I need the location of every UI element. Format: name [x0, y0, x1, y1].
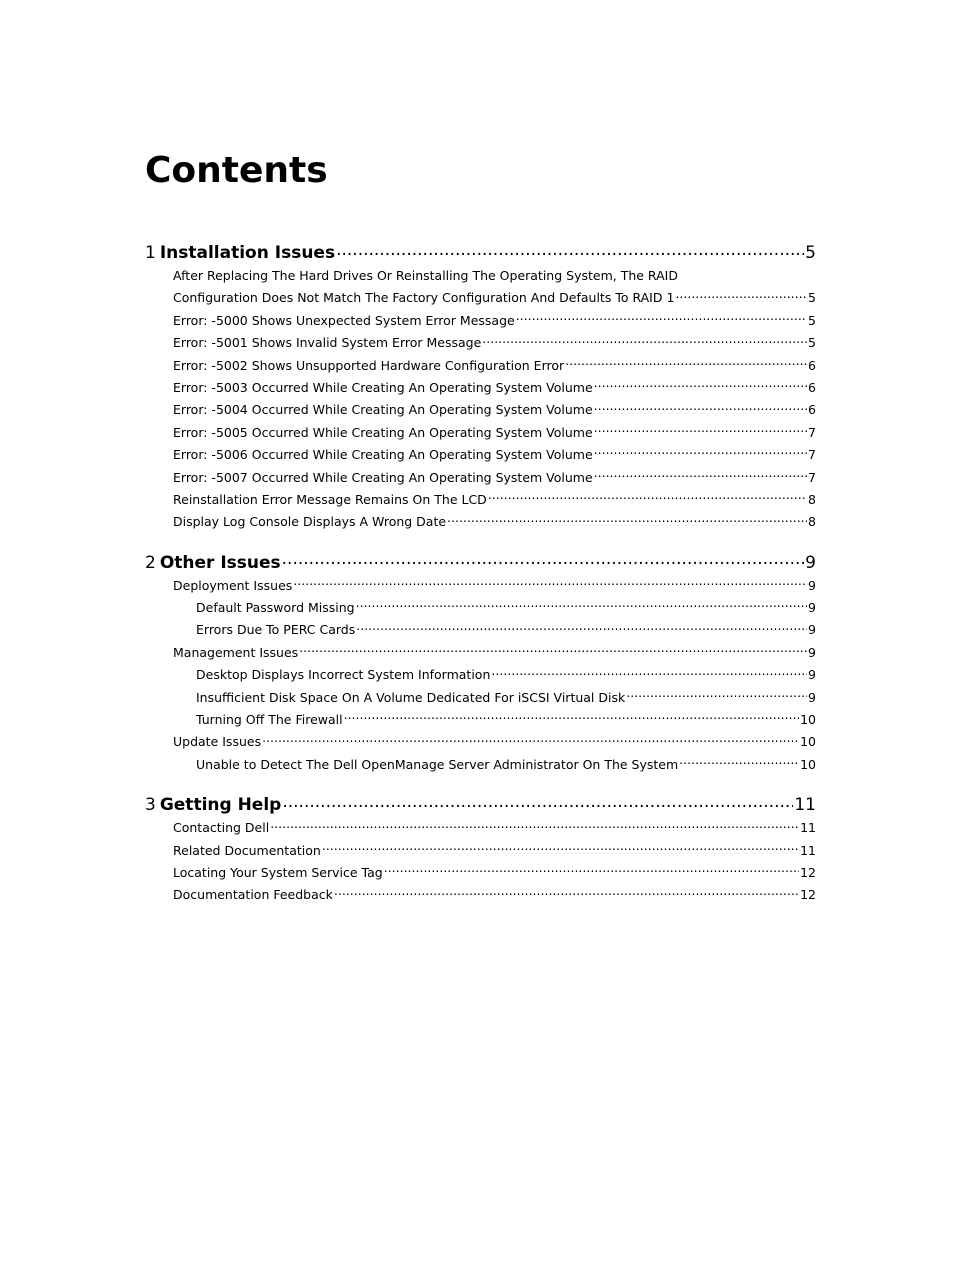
- dot-leader: [334, 887, 799, 900]
- dot-leader: [322, 842, 799, 855]
- dot-leader: [626, 689, 807, 702]
- page-number: 10: [800, 756, 816, 772]
- toc-subentry[interactable]: [145, 619, 816, 641]
- toc-entry[interactable]: [145, 731, 816, 753]
- toc-entry-label: Error: -5005 Occurred While Creating An Operating System Volume: [173, 424, 593, 440]
- toc-subentry[interactable]: [145, 664, 816, 686]
- toc-entry-label: Desktop Displays Incorrect System Information: [196, 667, 491, 683]
- chapter-number: 2: [145, 552, 156, 573]
- toc-subentry[interactable]: [145, 754, 816, 776]
- toc-entry-label: Error: -5007 Occurred While Creating An Operating System Volume: [173, 469, 593, 485]
- toc-entry[interactable]: [145, 575, 816, 597]
- toc-entry[interactable]: [145, 422, 816, 444]
- page-number: 5: [808, 312, 816, 328]
- page-number: 9: [808, 644, 816, 660]
- toc-entry-label: Errors Due To PERC Cards: [196, 622, 356, 638]
- page-number: 9: [808, 622, 816, 638]
- toc-entry[interactable]: [145, 332, 816, 354]
- page-number: 5: [808, 335, 816, 351]
- toc-entry[interactable]: [145, 310, 816, 332]
- page-number: 9: [808, 667, 816, 683]
- page-number: 9: [808, 577, 816, 593]
- toc-entry[interactable]: [145, 377, 816, 399]
- toc-entry-label: Related Documentation: [173, 842, 321, 858]
- toc-chapter-2: [145, 551, 816, 777]
- page-number: 6: [808, 379, 816, 395]
- page-number: 8: [808, 514, 816, 530]
- chapter-title: Getting Help: [159, 795, 282, 816]
- dot-leader: [293, 577, 807, 590]
- toc-entry-label: Unable to Detect The Dell OpenManage Server Administrator On The System: [196, 756, 679, 772]
- dot-leader: [384, 864, 799, 877]
- page-number: 7: [808, 469, 816, 485]
- dot-leader: [594, 402, 807, 415]
- toc-entry-label: Documentation Feedback: [173, 887, 333, 903]
- dot-leader: [447, 514, 807, 527]
- page-number: 11: [794, 795, 816, 816]
- toc-entry-label: Configuration Does Not Match The Factory Configuration And Defaults To RAID 1: [173, 290, 675, 306]
- toc-entry-label: Deployment Issues: [173, 577, 293, 593]
- toc-entry[interactable]: [145, 840, 816, 862]
- page-number: 8: [808, 491, 816, 507]
- dot-leader: [282, 793, 793, 810]
- toc-entry[interactable]: [145, 642, 816, 664]
- toc-subentry[interactable]: [145, 709, 816, 731]
- dot-leader: [594, 469, 807, 482]
- toc-entry-label: Management Issues: [173, 644, 299, 660]
- dot-leader: [516, 312, 807, 325]
- dot-leader: [356, 600, 807, 613]
- dot-leader: [675, 290, 807, 303]
- toc-entry-label: Error: -5001 Shows Invalid System Error Message: [173, 335, 482, 351]
- chapter-number: 3: [145, 795, 156, 816]
- toc-entry[interactable]: [145, 355, 816, 377]
- toc-entry-label: Turning Off The Firewall: [196, 712, 343, 728]
- page-number: 12: [800, 887, 816, 903]
- page-number: 9: [808, 689, 816, 705]
- page-number: 7: [808, 424, 816, 440]
- toc-entry-label: Contacting Dell: [173, 820, 270, 836]
- toc-entry[interactable]: [145, 399, 816, 421]
- dot-leader: [594, 447, 807, 460]
- dot-leader: [679, 756, 799, 769]
- toc-entry-wrapped-line-2[interactable]: [145, 287, 816, 309]
- page-number: 6: [808, 357, 816, 373]
- toc-chapter-1: [145, 241, 816, 534]
- toc-entry-label: Default Password Missing: [196, 600, 355, 616]
- chapter-title: Other Issues: [159, 552, 281, 573]
- toc-entry-label: Insufficient Disk Space On A Volume Dedicated For iSCSI Virtual Disk: [196, 689, 626, 705]
- toc-entry-label: Error: -5004 Occurred While Creating An Operating System Volume: [173, 402, 593, 418]
- dot-leader: [336, 241, 804, 258]
- toc-entry[interactable]: [145, 862, 816, 884]
- toc-chapter-3: [145, 793, 816, 907]
- toc-entry-label: Error: -5006 Occurred While Creating An Operating System Volume: [173, 447, 593, 463]
- page-number: 9: [808, 600, 816, 616]
- toc-subentry[interactable]: [145, 687, 816, 709]
- dot-leader: [482, 335, 807, 348]
- page-number: 10: [800, 712, 816, 728]
- dot-leader: [344, 712, 800, 725]
- page-number: 10: [800, 734, 816, 750]
- toc-subentry[interactable]: [145, 597, 816, 619]
- toc-entry[interactable]: [145, 467, 816, 489]
- toc-entry[interactable]: [145, 489, 816, 511]
- page-number: 11: [800, 820, 816, 836]
- dot-leader: [565, 357, 807, 370]
- page-title: Contents: [145, 150, 328, 191]
- dot-leader: [594, 424, 807, 437]
- table-of-contents: [145, 241, 816, 907]
- toc-chapter-heading[interactable]: [145, 551, 816, 575]
- toc-entry-label: Reinstallation Error Message Remains On The LCD: [173, 491, 487, 507]
- toc-entry-label: Error: -5000 Shows Unexpected System Error Message: [173, 312, 515, 328]
- page-number: 6: [808, 402, 816, 418]
- toc-entry-label: Error: -5003 Occurred While Creating An Operating System Volume: [173, 379, 593, 395]
- page-number: 9: [805, 552, 816, 573]
- toc-entry-label: Locating Your System Service Tag: [173, 864, 383, 880]
- dot-leader: [282, 551, 805, 568]
- page-number: 12: [800, 864, 816, 880]
- chapter-title: Installation Issues: [159, 243, 336, 263]
- toc-chapter-heading[interactable]: [145, 793, 816, 817]
- dot-leader: [270, 820, 799, 833]
- page-number: 5: [808, 290, 816, 306]
- toc-entry-wrapped-line-1[interactable]: After Replacing The Hard Drives Or Reinstalling The Operating System, The RAID: [173, 268, 678, 283]
- toc-entry-label: Update Issues: [173, 734, 262, 750]
- dot-leader: [594, 379, 807, 392]
- toc-entry[interactable]: [145, 884, 816, 906]
- page-number: 11: [800, 842, 816, 858]
- toc-entry[interactable]: [145, 817, 816, 839]
- toc-entry-label: Display Log Console Displays A Wrong Date: [173, 514, 447, 530]
- toc-entry-label: Error: -5002 Shows Unsupported Hardware Configuration Error: [173, 357, 565, 373]
- toc-entry[interactable]: [145, 444, 816, 466]
- page-number: 5: [805, 243, 816, 263]
- dot-leader: [491, 667, 807, 680]
- toc-entry[interactable]: [145, 511, 816, 533]
- dot-leader: [356, 622, 807, 635]
- toc-chapter-heading[interactable]: [145, 241, 816, 265]
- page-number: 7: [808, 447, 816, 463]
- dot-leader: [262, 734, 799, 747]
- chapter-number: 1: [145, 243, 156, 263]
- dot-leader: [299, 644, 807, 657]
- dot-leader: [488, 491, 807, 504]
